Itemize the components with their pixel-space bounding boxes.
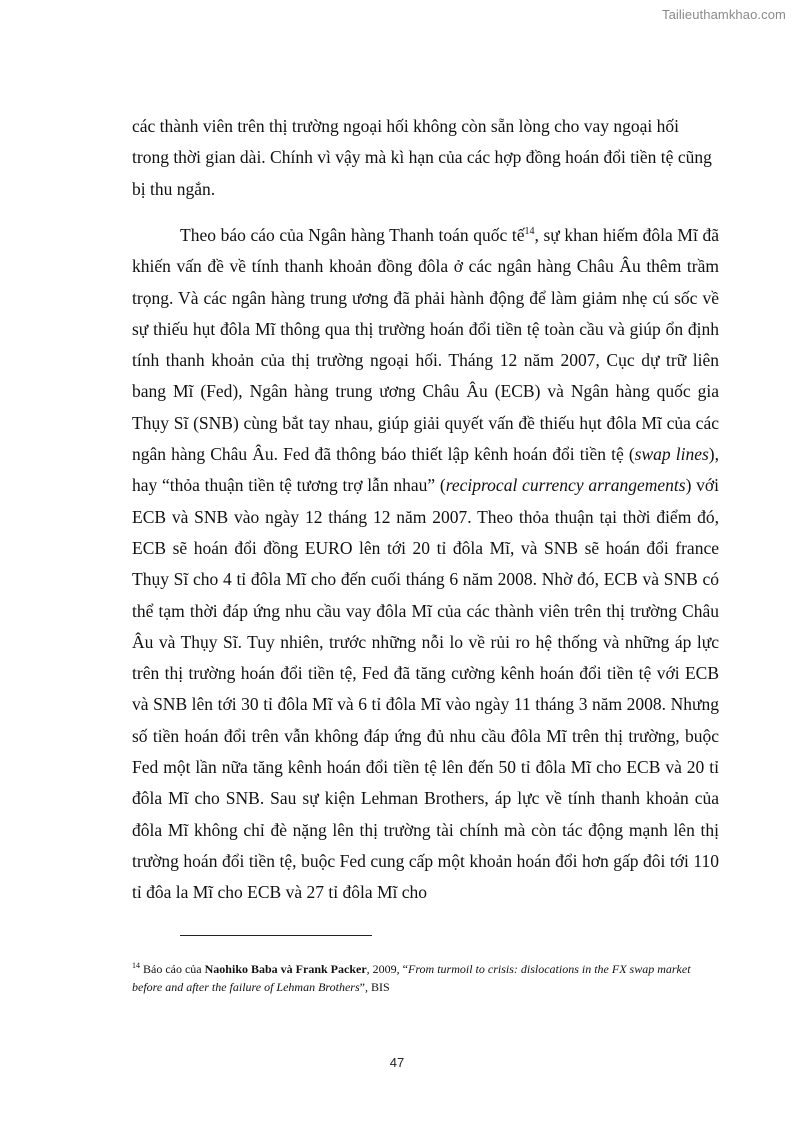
- paragraph-2-text: [132, 220, 719, 909]
- footnote-reference[interactable]: 14: [524, 226, 535, 238]
- paragraph-2-part-4: ) với ECB và SNB vào ngày 12 tháng 12 năm 2007. Theo thỏa thuận tại thời điểm đó, ECB sẽ hoán đổi đồng EURO lên tới 20 tỉ đôla Mĩ, và SNB sẽ hoán đổi france Thụy Sĩ cho 4 tỉ đôla Mĩ cho đến cuối tháng 6 năm 2008. Nhờ đó, ECB và SNB có thể tạm thời đáp ứng nhu cầu vay đôla Mĩ của các thành viên trên thị trường Châu Âu và Thụy Sĩ. Tuy nhiên, trước những nỗi lo về rủi ro hệ thống và những áp lực trên thị trường hoán đổi tiền tệ, Fed đã tăng cường kênh hoán đổi tiền tệ với ECB và SNB lên tới 30 tỉ đôla Mĩ và 6 tỉ đôla Mĩ vào ngày 11 tháng 3 năm 2008. Nhưng số tiền hoán đổi trên vẫn không đáp ứng đủ nhu cầu đôla Mĩ trên thị trường, buộc Fed một lần nữa tăng kênh hoán đổi tiền tệ lên đến 50 tỉ đôla Mĩ cho ECB và 20 tỉ đôla Mĩ cho SNB. Sau sự kiện Lehman Brothers, áp lực về tính thanh khoản của đôla Mĩ không chỉ đè nặng lên thị trường tài chính mà còn tác động mạnh lên thị trường hoán đổi tiền tệ, buộc Fed cung cấp một khoản hoán đổi hơn gấp đôi tới 110 tỉ đôa la Mĩ cho ECB và 27 tỉ đôla Mĩ cho: [132, 475, 720, 903]
- paragraph-2: [132, 220, 719, 909]
- paragraph-1: [132, 111, 719, 205]
- footnote: [132, 960, 719, 996]
- italic-term-reciprocal-currency: reciprocal currency arrangements: [445, 475, 686, 496]
- paragraph-2-part-1: Theo báo cáo của Ngân hàng Thanh toán quốc tế: [180, 225, 525, 245]
- footnote-authors: Naohiko Baba và Frank Packer: [204, 962, 367, 976]
- footnote-title: From turmoil to crisis: dislocations in the FX swap market before and after the failure of Lehman Brothers: [132, 962, 691, 994]
- footnote-number: 14: [132, 961, 140, 970]
- watermark: Tailieuthamkhao.com: [661, 7, 786, 22]
- footnote-part-2: , 2009, “: [366, 962, 408, 976]
- page-number: 47: [389, 1055, 405, 1070]
- italic-term-swap-lines: swap lines: [634, 444, 709, 465]
- footnote-part-3: ”, BIS: [359, 980, 390, 994]
- footnote-separator: [180, 935, 372, 936]
- paragraph-2-part-3: ), hay “thỏa thuận tiền tệ tương trợ lẫn nhau” (: [132, 444, 719, 496]
- footnote-part-1: Báo cáo của: [140, 962, 205, 976]
- paragraph-2-part-2: , sự khan hiếm đôla Mĩ đã khiến vấn đề về tính thanh khoản đồng đôla ở các ngân hàng Châu Âu thêm trầm trọng. Và các ngân hàng trung ương đã phải hành động để làm giảm nhẹ cú sốc về sự thiếu hụt đôla Mĩ thông qua thị trường hoán đổi tiền tệ toàn cầu và giúp ổn định tính thanh khoản của thị trường ngoại hối. Tháng 12 năm 2007, Cục dự trữ liên bang Mĩ (Fed), Ngân hàng trung ương Châu Âu (ECB) và Ngân hàng quốc gia Thụy Sĩ (SNB) cùng bắt tay nhau, giúp giải quyết vấn đề thiếu hụt đôla Mĩ của các ngân hàng Châu Âu. Fed đã thông báo thiết lập kênh hoán đổi tiền tệ (: [132, 225, 719, 465]
- paragraph-1-text: các thành viên trên thị trường ngoại hối không còn sẵn lòng cho vay ngoại hối trong thời gian dài. Chính vì vậy mà kì hạn của các hợp đồng hoán đổi tiền tệ cũng bị thu ngắn.: [132, 116, 712, 199]
